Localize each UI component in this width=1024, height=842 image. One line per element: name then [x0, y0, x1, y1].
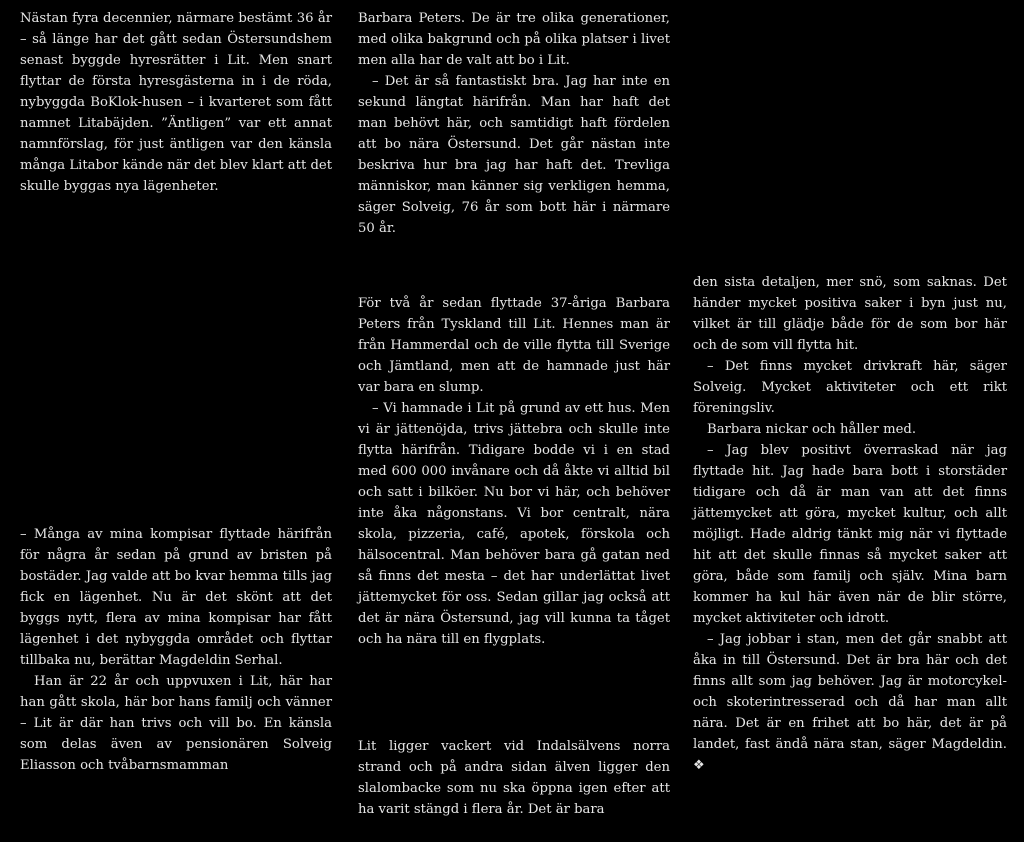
end-of-article-icon: ❖: [693, 758, 705, 773]
body-paragraph: [693, 629, 1007, 776]
column-3: [693, 272, 1007, 776]
body-paragraph: – Många av mina kompisar flyttade härifrån för några år sedan på grund av bristen på bostäder. Jag valde att bo kvar hemma tills jag fick en lägenhet. Nu är det skönt att det byggs nytt, flera av mina kompisar har fått lägenhet i det nybyggda området och flyttar tillbaka nu, berättar Magdeldin Serhal.: [20, 527, 332, 668]
body-paragraph: Barbara nickar och håller med.: [707, 422, 917, 437]
final-paragraph-text: – Jag jobbar i stan, men det går snabbt att åka in till Östersund. Det är bra här och det finns allt som jag behöver. Jag är motorcykel- och skoterintresserad och då har man allt nära. Det är en frihet att bo här, det är på landet, fast ändå nära stan, säger Magdeldin.: [693, 632, 1007, 752]
body-paragraph: – Det finns mycket drivkraft här, säger Solveig. Mycket aktiviteter och ett rikt föreningsliv.: [693, 359, 1007, 416]
body-paragraph: Han är 22 år och uppvuxen i Lit, här har han gått skola, här bor hans familj och vänner – Lit är där han trivs och vill bo. En känsla som delas även av pensionären Solveig Eliasson och tvåbarnsmamman: [20, 674, 332, 773]
column-1-quote: [20, 524, 332, 776]
column-1-intro: [20, 8, 332, 197]
body-paragraph: – Det är så fantastiskt bra. Jag har inte en sekund längtat härifrån. Man har haft det man behövt här, och samtidigt haft fördelen att bo nära Östersund. Det går nästan inte beskriva hur bra jag har haft det. Trevliga människor, man känner sig verkligen hemma, säger Solveig, 76 år som bott här i närmare 50 år.: [358, 74, 670, 236]
intro-paragraph: Nästan fyra decennier, närmare bestämt 36 år – så länge har det gått sedan Östersundshem senast byggde hyresrätter i Lit. Men snart flyttar de första hyresgästerna in i de röda, nybyggda BoKlok-husen – i kvarteret som fått namnet Litabäjden. ”Äntligen” var ett annat namnförslag, för just äntligen var den känsla många Litabor kände när det blev klart att det skulle byggas nya lägenheter.: [20, 11, 332, 194]
body-paragraph: För två år sedan flyttade 37-åriga Barbara Peters från Tyskland till Lit. Hennes man är från Hammerdal och de ville flytta till Sverige och Jämtland, men att de hamnade just här var bara en slump.: [358, 296, 670, 395]
column-2-top: [358, 8, 670, 239]
body-paragraph: Barbara Peters. De är tre olika generationer, med olika bakgrund och på olika platser i livet men alla har de valt att bo i Lit.: [358, 11, 670, 68]
body-paragraph: Lit ligger vackert vid Indalsälvens norra strand och på andra sidan älven ligger den slalombacke som nu ska öppna igen efter att ha varit stängd i flera år. Det är bara: [358, 739, 670, 817]
column-2-middle: [358, 293, 670, 650]
body-paragraph: den sista detaljen, mer snö, som saknas. Det händer mycket positiva saker i byn just nu, vilket är till glädje både för de som bor här och de som vill flytta hit.: [693, 275, 1007, 353]
column-2-bottom: [358, 736, 670, 820]
body-paragraph: – Vi hamnade i Lit på grund av ett hus. Men vi är jättenöjda, trivs jättebra och skulle inte flytta härifrån. Tidigare bodde vi i en stad med 600 000 invånare och då åkte vi alltid bil och satt i bilköer. Nu bor vi här, och behöver inte åka någonstans. Vi bor centralt, nära skola, pizzeria, café, apotek, förskola och hälsocentral. Man behöver bara gå gatan ned så finns det mesta – det har underlättat livet jättemycket för oss. Sedan gillar jag också att det är nära Östersund, jag vill kunna ta tåget och ha nära till en flygplats.: [358, 401, 670, 647]
body-paragraph: – Jag blev positivt överraskad när jag flyttade hit. Jag hade bara bott i storstäder tidigare och då är man van att det finns jättemycket att göra, mycket kultur, och allt möjligt. Hade aldrig tänkt mig när vi flyttade hit att det skulle finnas så mycket saker att göra, både som familj och själv. Mina barn kommer ha kul här även när de blir större, mycket aktiviteter och idrott.: [693, 443, 1007, 626]
